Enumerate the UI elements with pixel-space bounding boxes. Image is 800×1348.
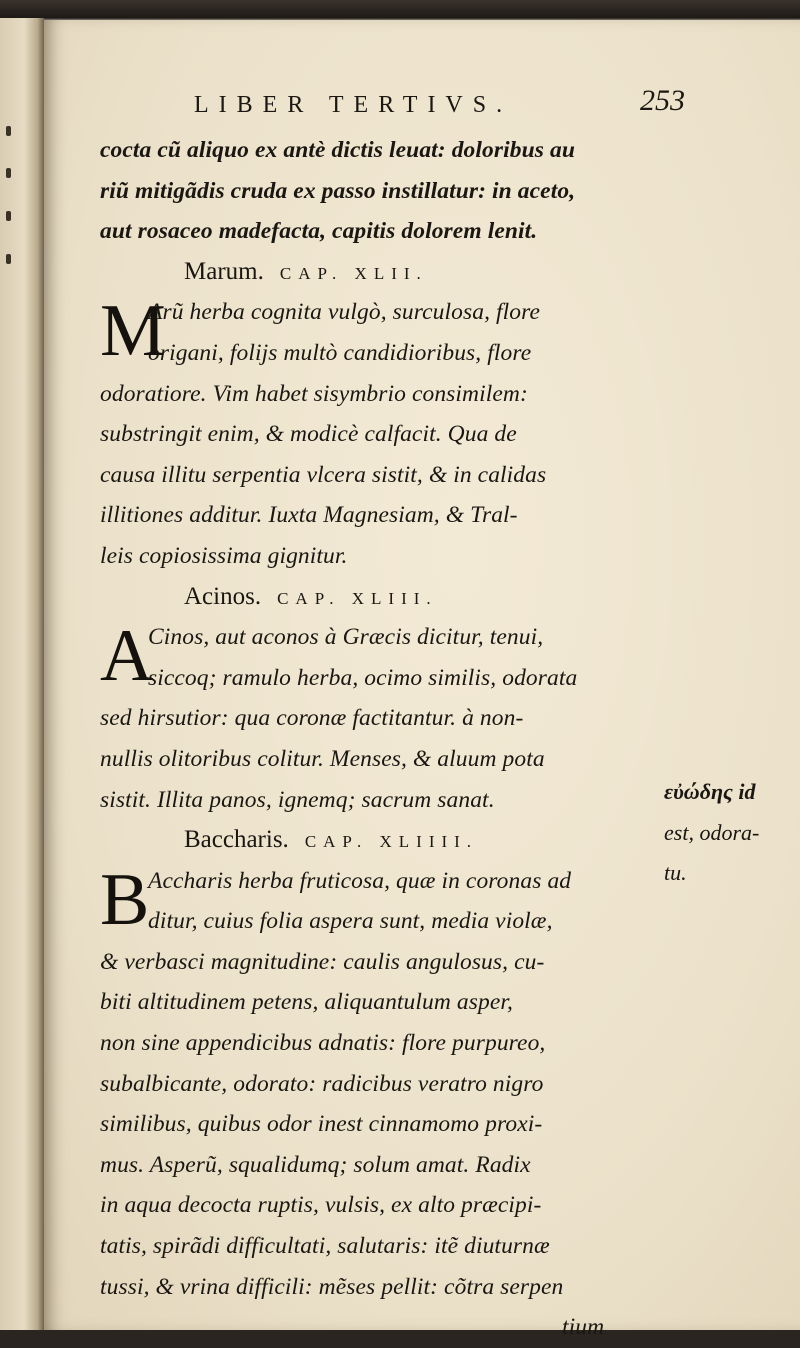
text-line: nullis olitoribus colitur. Menses, & aluum pota bbox=[100, 745, 545, 772]
running-head bbox=[44, 78, 800, 138]
section-name: Acinos. bbox=[184, 582, 262, 610]
margin-note-line: est, odora- bbox=[664, 819, 760, 845]
text-line: causa illitu serpentia vlcera sistit, & in calidas bbox=[100, 461, 547, 488]
ink-mark bbox=[6, 211, 11, 221]
text-line: biti altitudinem petens, aliquantulum asper, bbox=[100, 989, 514, 1016]
text-line: substringit enim, & modicè calfacit. Qua de bbox=[100, 421, 517, 448]
text-line: tatis, spirãdi difficultati, salutaris: itẽ diuturnæ bbox=[100, 1233, 550, 1260]
facing-page-edge bbox=[0, 18, 44, 1330]
drop-cap: A bbox=[100, 615, 154, 698]
running-head-title: LIBER TERTIVS. bbox=[194, 92, 513, 118]
text-line: aut rosaceo madefacta, capitis dolorem lenit. bbox=[100, 218, 538, 245]
margin-note bbox=[664, 772, 794, 894]
text-line: subalbicante, odorato: radicibus veratro nigro bbox=[100, 1070, 544, 1097]
drop-cap: B bbox=[100, 858, 150, 941]
ink-mark bbox=[6, 168, 11, 178]
text-line: ditur, cuius folia aspera sunt, media violæ, bbox=[148, 908, 553, 935]
page bbox=[44, 20, 800, 1341]
text-line: siccoq; ramulo herba, ocimo similis, odorata bbox=[148, 664, 578, 691]
text-line: riũ mitigãdis cruda ex passo instillatur: in aceto, bbox=[100, 177, 576, 204]
ink-mark bbox=[6, 126, 11, 136]
text-line: Arũ herba cognita vulgò, surculosa, flore bbox=[148, 299, 541, 326]
text-line: cocta cũ aliquo ex antè dictis leuat: doloribus au bbox=[100, 137, 576, 163]
text-line: similibus, quibus odor inest cinnamomo proxi- bbox=[100, 1111, 543, 1138]
text-line: in aqua decocta ruptis, vulsis, ex alto præcipi- bbox=[100, 1192, 542, 1219]
section-heading-acinos bbox=[100, 577, 660, 618]
text-line: odoratiore. Vim habet sisymbrio consimilem: bbox=[100, 380, 528, 407]
section-heading-marum bbox=[100, 252, 660, 293]
text-line: sistit. Illita panos, ignemq; sacrum sanat. bbox=[100, 786, 495, 813]
text-block bbox=[100, 130, 660, 1348]
chapter-number: CAP. XLIIII. bbox=[304, 832, 479, 852]
text-line: Cinos, aut aconos à Græcis dicitur, tenui, bbox=[148, 624, 544, 651]
text-line: non sine appendicibus adnatis: flore purpureo, bbox=[100, 1030, 546, 1057]
chapter-number: CAP. XLIII. bbox=[277, 588, 438, 608]
text-line: origani, folijs multò candidioribus, flore bbox=[148, 339, 532, 366]
text-line: tussi, & vrina difficili: mẽses pellit: cõtra serpen bbox=[100, 1273, 564, 1300]
ink-mark bbox=[6, 254, 11, 264]
text-line: & verbasci magnitudine: caulis angulosus, cu- bbox=[100, 948, 545, 975]
text-line: leis copiosissima gignitur. bbox=[100, 542, 348, 569]
text-line: illitiones additur. Iuxta Magnesiam, & Tral- bbox=[100, 502, 518, 529]
chapter-number: CAP. XLII. bbox=[279, 263, 428, 283]
paragraph-marum bbox=[100, 292, 660, 373]
margin-note-line: εὐώδης id bbox=[664, 779, 756, 804]
section-heading-baccharis bbox=[100, 820, 660, 861]
paragraph-baccharis bbox=[100, 858, 660, 942]
paragraph-acinos bbox=[100, 617, 660, 698]
page-number: 253 bbox=[640, 84, 685, 117]
text-line: Accharis herba fruticosa, quæ in coronas ad bbox=[148, 867, 572, 894]
text-line: mus. Asperũ, squalidumq; solum amat. Radix bbox=[100, 1151, 531, 1178]
text-line: sed hirsutior: qua coronæ factitantur. à non- bbox=[100, 705, 524, 732]
catchword: tium bbox=[562, 1314, 605, 1341]
section-name: Marum. bbox=[184, 257, 264, 285]
drop-cap: M bbox=[100, 290, 166, 373]
margin-note-line: tu. bbox=[664, 860, 687, 886]
section-name: Baccharis. bbox=[184, 826, 289, 854]
